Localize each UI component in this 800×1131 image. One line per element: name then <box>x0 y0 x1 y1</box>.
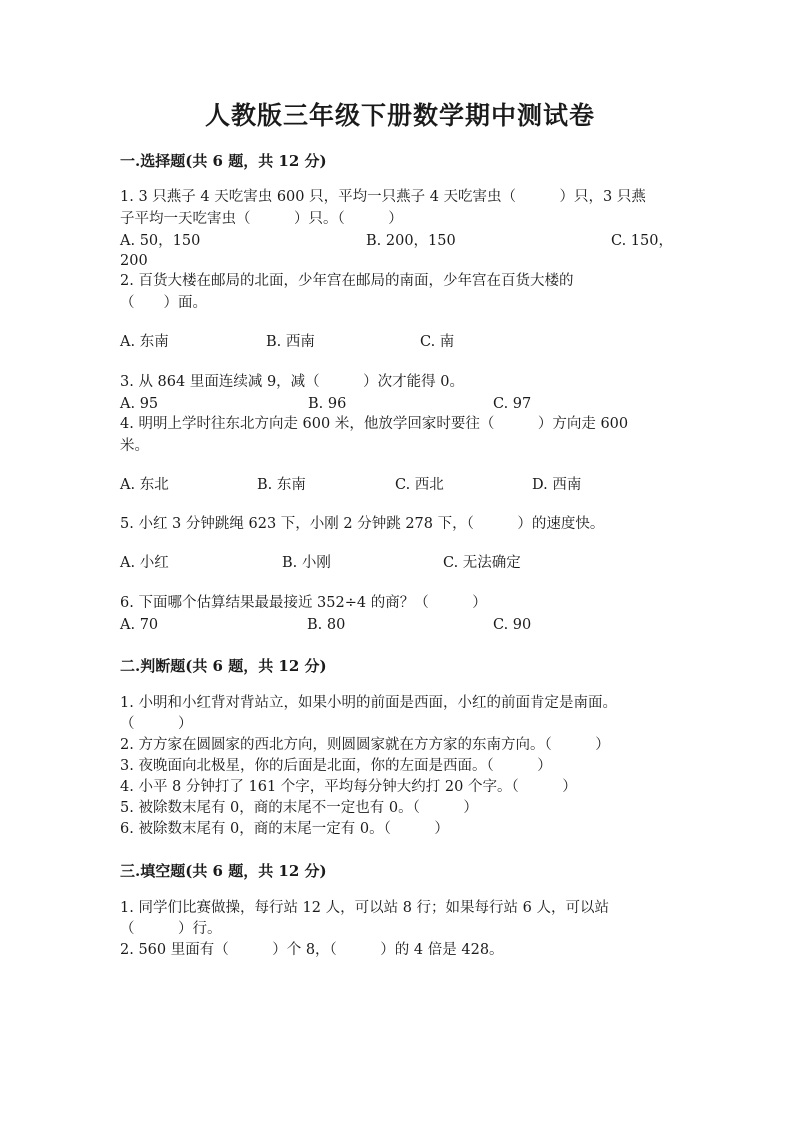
page-title: 人教版三年级下册数学期中测试卷 <box>204 101 595 130</box>
question-text: 1. 3 只燕子 4 天吃害虫 600 只，平均一只燕子 4 天吃害虫（ ）只，3 只燕 <box>120 189 646 205</box>
fill-question-text: 1. 同学们比赛做操，每行站 12 人，可以站 8 行；如果每行站 6 人，可以站 <box>120 900 609 916</box>
statement-text: 3. 夜晚面向北极星，你的后面是北面，你的左面是西面。（ ） <box>120 758 552 774</box>
question-text: 4. 明明上学时往东北方向走 600 米，他放学回家时要往（ ）方向走 600 <box>120 416 629 432</box>
option-c: C. 无法确定 <box>443 555 521 571</box>
question-text: 2. 百货大楼在邮局的北面，少年宫在邮局的南面，少年宫在百货大楼的 <box>120 273 574 289</box>
statement-text: 6. 被除数末尾有 0，商的末尾一定有 0。（ ） <box>120 821 449 837</box>
option-wrap: 200 <box>120 253 148 269</box>
option-b: B. 200，150 <box>366 233 456 249</box>
option-a: A. 小红 <box>120 555 169 571</box>
option-c: C. 南 <box>420 334 455 350</box>
option-c: C. 97 <box>493 396 532 412</box>
option-c: C. 150， <box>611 233 673 249</box>
option-b: B. 96 <box>308 396 347 412</box>
question-text: 6. 下面哪个估算结果最最接近 352÷4 的商？（ ） <box>120 595 487 611</box>
option-a: A. 70 <box>120 617 159 633</box>
option-a: A. 东南 <box>120 334 169 350</box>
option-b: B. 东南 <box>257 477 306 493</box>
statement-text: 1. 小明和小红背对背站立，如果小明的前面是西面，小红的前面肯定是南面。 <box>120 695 617 711</box>
option-a: A. 东北 <box>120 477 169 493</box>
statement-text: 4. 小平 8 分钟打了 161 个字，平均每分钟大约打 20 个字。（ ） <box>120 779 577 795</box>
fill-question-text: 2. 560 里面有（ ）个 8，（ ）的 4 倍是 428。 <box>120 942 504 958</box>
option-b: B. 小刚 <box>282 555 331 571</box>
question-text: 3. 从 864 里面连续减 9，减（ ）次才能得 0。 <box>120 374 465 390</box>
option-c: C. 西北 <box>395 477 444 493</box>
statement-text: （ ） <box>120 716 193 732</box>
question-text: 米。 <box>120 438 149 454</box>
option-b: B. 80 <box>307 617 346 633</box>
question-text: （ ）面。 <box>120 295 207 311</box>
statement-text: 5. 被除数末尾有 0，商的末尾不一定也有 0。（ ） <box>120 800 478 816</box>
statement-text: 2. 方方家在圆圆家的西北方向，则圆圆家就在方方家的东南方向。（ ） <box>120 737 610 753</box>
option-a: A. 95 <box>120 396 159 412</box>
section-heading-judge: 二.判断题(共 6 题，共 12 分) <box>120 657 327 675</box>
section-heading-choice: 一.选择题(共 6 题，共 12 分) <box>120 152 327 170</box>
question-text: 5. 小红 3 分钟跳绳 623 下，小刚 2 分钟跳 278 下，（ ）的速度快。 <box>120 516 605 532</box>
option-b: B. 西南 <box>266 334 315 350</box>
section-heading-fill: 三.填空题(共 6 题，共 12 分) <box>120 862 327 880</box>
option-c: C. 90 <box>493 617 532 633</box>
question-text: 子平均一天吃害虫（ ）只。（ ） <box>120 211 403 227</box>
option-d: D. 西南 <box>532 477 582 493</box>
option-a: A. 50，150 <box>120 233 201 249</box>
fill-question-text: （ ）行。 <box>120 921 222 937</box>
